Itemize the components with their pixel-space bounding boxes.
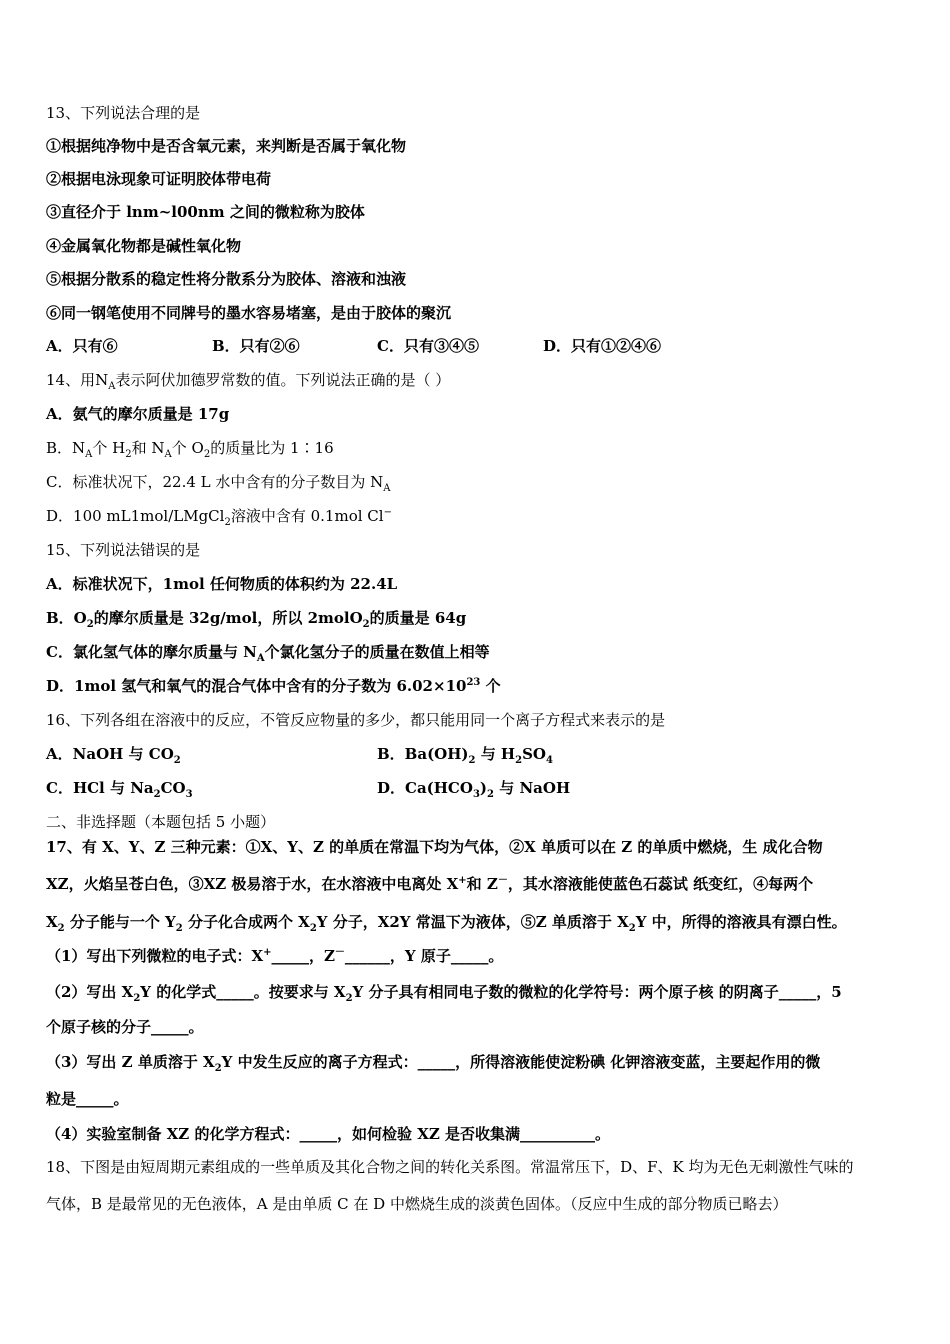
q17-part-1: （1）写出下列微粒的电子式：X+_____，Z－______，Y 原子_____。 xyxy=(46,947,504,965)
q13-option-b: B．只有②⑥ xyxy=(212,337,300,355)
q17-part-2: （2）写出 $X_2Y$ 的化学式_____。按要求与 $X_2Y$ 分子具有相同电子数的微粒的化学符号：两个原子核 的阴离子_____，5 xyxy=(46,983,842,1004)
q16-title: 16、下列各组在溶液中的反应，不管反应物量的多少，都只能用同一个离子方程式来表示的是 xyxy=(46,711,666,729)
q17-part-3-cont: 粒是_____。 xyxy=(46,1090,129,1108)
q15-option-c: C．氯化氢气体的摩尔质量与 $N_A$个氯化氢分子的质量在数值上相等 xyxy=(46,643,490,664)
q13-item-4: ④金属氧化物都是碱性氧化物 xyxy=(46,237,242,255)
q15-option-b: B．$O_2$的摩尔质量是 32g/mol，所以 2molO$_2$的质量是 64g xyxy=(46,609,467,630)
q17-line-1: 17、有 X、Y、Z 三种元素：①X、Y、Z 的单质在常温下均为气体，②X 单质可以在 Z 的单质中燃烧，生 成化合物 xyxy=(46,838,823,856)
q13-title: 13、下列说法合理的是 xyxy=(46,104,201,122)
q14-option-b: B．$N_A$个 $H_2$和 $N_A$个 $O_2$的质量比为 1∶16 xyxy=(46,439,334,460)
q16-option-b: B．$Ba(OH)_2$ 与 $H_2SO_4$ xyxy=(377,745,553,766)
q17-line-2: XZ，火焰呈苍白色，③XZ 极易溶于水，在水溶液中电离处 X+和 Z－，其水溶液能使蓝色石蕊试 纸变红，④每两个 xyxy=(46,875,814,893)
q17-line-3: $X_2$ 分子能与一个 $Y_2$ 分子化合成两个 $X_2Y$ 分子，X2Y 常温下为液体，⑤Z 单质溶于 $X_2Y$ 中，所得的溶液具有漂白性。 xyxy=(46,913,847,934)
q15-option-a: A．标准状况下，1mol 任何物质的体积约为 22.4L xyxy=(46,575,398,593)
q18-line-1: 18、下图是由短周期元素组成的一些单质及其化合物之间的转化关系图。常温常压下，D、F、K 均为无色无刺激性气味的 xyxy=(46,1158,854,1176)
q14-option-a: A．氨气的摩尔质量是 17g xyxy=(46,405,230,423)
q13-item-5: ⑤根据分散系的稳定性将分散系分为胶体、溶液和浊液 xyxy=(46,270,407,288)
q16-option-a: A．NaOH 与 $CO_2$ xyxy=(46,745,181,766)
q17-part-4: （4）实验室制备 XZ 的化学方程式：_____，如何检验 XZ 是否收集满__________。 xyxy=(46,1125,611,1143)
q16-option-c: C．HCl 与 $Na_2CO_3$ xyxy=(46,779,193,800)
q14-option-c: C．标准状况下，22.4 L 水中含有的分子数目为 $N_A$ xyxy=(46,473,391,494)
q17-part-2-cont: 个原子核的分子_____。 xyxy=(46,1018,204,1036)
q13-item-1: ①根据纯净物中是否含氧元素，来判断是否属于氧化物 xyxy=(46,137,407,155)
q13-item-3: ③直径介于 lnm~l00nm 之间的微粒称为胶体 xyxy=(46,203,365,221)
q18-line-2: 气体，B 是最常见的无色液体，A 是由单质 C 在 D 中燃烧生成的淡黄色固体。（反应中生成的部分物质已略去） xyxy=(46,1195,788,1213)
q15-title: 15、下列说法错误的是 xyxy=(46,541,201,559)
section-heading: 二、非选择题（本题包括 5 小题） xyxy=(46,813,276,831)
q14-option-d: D．100 mL1mol/LMgCl$_2$溶液中含有 0.1mol Cl− xyxy=(46,507,392,528)
q17-part-3: （3）写出 Z 单质溶于 $X_2Y$ 中发生反应的离子方程式：_____，所得溶液能使淀粉碘 化钾溶液变蓝，主要起作用的微 xyxy=(46,1053,821,1074)
q16-option-d: D．$Ca(HCO_3)_2$ 与 NaOH xyxy=(377,779,571,800)
q13-item-6: ⑥同一钢笔使用不同牌号的墨水容易堵塞，是由于胶体的聚沉 xyxy=(46,304,452,322)
q14-title: 14、用$N_A$表示阿伏加德罗常数的值。下列说法正确的是（ ） xyxy=(46,371,451,392)
q13-option-d: D．只有①②④⑥ xyxy=(543,337,662,355)
q13-option-a: A．只有⑥ xyxy=(46,337,118,355)
q13-item-2: ②根据电泳现象可证明胶体带电荷 xyxy=(46,170,272,188)
q13-option-c: C．只有③④⑤ xyxy=(377,337,479,355)
q15-option-d: D．1mol 氢气和氧气的混合气体中含有的分子数为 $6.02\times 10^{23}$ 个 xyxy=(46,677,501,695)
